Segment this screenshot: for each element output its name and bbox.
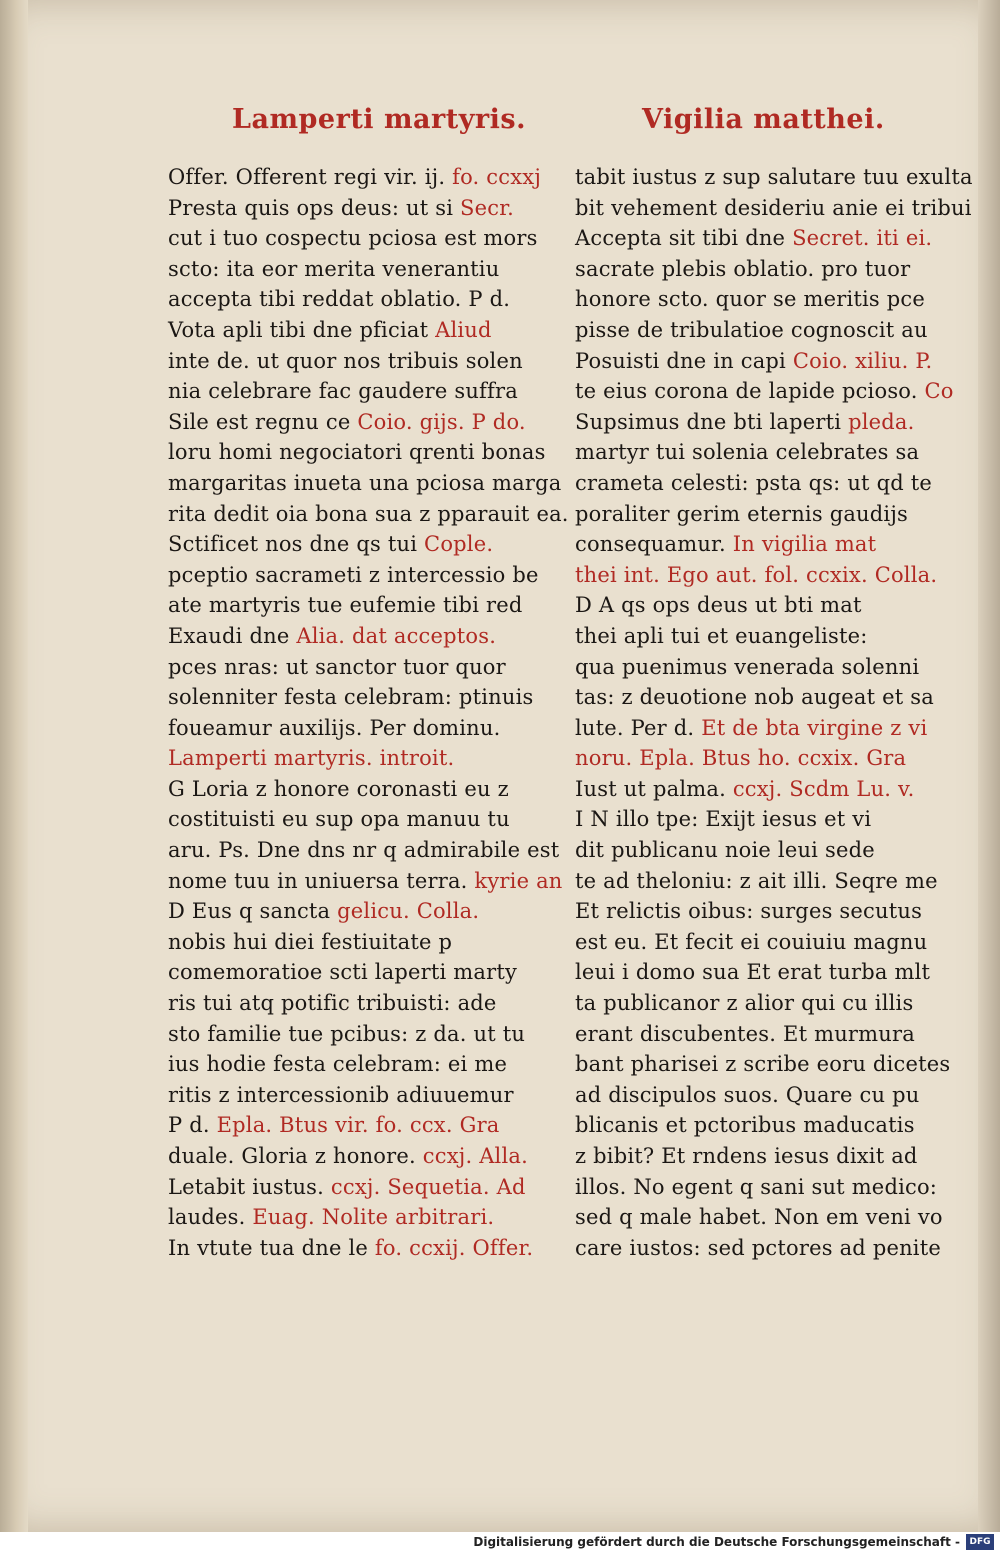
page-left-edge [0,0,28,1532]
black-text: accepta tibi reddat oblatio. P d. [168,287,511,312]
right-column-line [575,957,957,988]
black-text: Exaudi dne [168,623,297,648]
black-text: Offer. Offerent regi vir. ij. [168,165,453,189]
black-text: ris tui atq potific tribuisti: ade [168,991,497,1016]
black-text: martyr tui solenia celebrates sa [575,440,920,465]
rubric-text: fo. ccxij. Offer. [374,1235,534,1260]
running-head-right: Vigilia matthei. [642,104,885,135]
left-column-line [168,957,550,988]
black-text: Sile est regnu ce [168,409,358,434]
left-column-line [168,376,550,407]
black-text: consequamur. [575,532,733,557]
rubric-text: Alia. dat acceptos. [296,623,497,648]
black-text: ius hodie festa celebram: ei me [168,1052,508,1077]
rubric-text: Coio. gijs. P do. [357,409,526,434]
left-column-line [168,927,550,958]
right-column-line [575,315,957,346]
black-text: erant discubentes. Et murmura [575,1021,915,1046]
right-column-line [575,468,957,499]
black-text: loru homi negociatori qrenti bonas [168,440,546,465]
black-text: care iustos: sed pctores ad penite [575,1235,941,1260]
black-text: z bibit? Et rndens iesus dixit ad [575,1144,918,1168]
black-text: foueamur auxilijs. Per dominu. [168,715,501,740]
black-text: sacrate plebis oblatio. pro tuor [575,256,911,281]
right-column-line [575,560,957,591]
black-text: aru. Ps. Dne dns nr q admirabile est [168,838,560,863]
right-column-line [575,988,957,1019]
left-column-line [168,1110,550,1141]
rubric-text: Co [924,379,954,404]
left-column-line [168,1141,550,1172]
right-column-line [575,804,957,835]
right-column-line [575,346,957,377]
black-text: nobis hui diei festiuitate p [168,929,453,954]
rubric-text: fo. ccxxj [452,165,542,189]
rubric-text: Coio. xiliu. P. [792,348,933,373]
black-text: P d. [168,1113,217,1138]
black-text: illos. No egent q sani sut medico: [575,1174,938,1199]
black-text: thei apli tui et euangeliste: [575,623,868,648]
black-text: nome tuu in uniuersa terra. [168,868,475,893]
right-column-line [575,376,957,407]
black-text: ta publicanor z alior qui cu illis [575,991,914,1016]
rubric-text: Lamperti martyris. introit. [168,746,455,771]
page-right-edge [978,0,1000,1532]
right-column-line [575,1019,957,1050]
black-text: tabit iustus z sup salutare tuu exulta [575,165,973,189]
dfg-logo: DFG [966,1534,994,1550]
left-column-line [168,988,550,1019]
black-text: te ad theloniu: z ait illi. Seqre me [575,868,938,893]
black-text: D Eus q sancta [168,899,338,924]
black-text: cut i tuo cospectu pciosa est mors [168,226,538,251]
right-column-line [575,499,957,530]
right-text-column [575,162,973,1263]
right-column-line [575,866,957,897]
right-column-line [575,590,957,621]
rubric-text: kyrie an [474,868,563,893]
black-text: G Loria z honore coronasti eu z [168,776,509,801]
left-column-line [168,835,560,866]
right-column-line [575,1141,957,1172]
black-text: scto: ita eor merita venerantiu [168,256,500,281]
black-text: Accepta sit tibi dne [575,226,793,251]
black-text: pceptio sacrameti z intercessio be [168,562,539,587]
rubric-text: Euag. Nolite arbitrari. [252,1205,495,1230]
black-text: inte de. ut quor nos tribuis solen [168,348,523,373]
left-column-line [168,652,550,683]
right-column-line [575,407,957,438]
black-text: Letabit iustus. [168,1174,331,1199]
black-text: Presta quis ops deus: ut si [168,195,461,220]
black-text: poraliter gerim eternis gaudijs [575,501,909,526]
right-column-line [575,1202,957,1233]
black-text: crameta celesti: psta qs: ut qd te [575,470,933,495]
left-column-line [168,1080,550,1111]
black-text: nia celebrare fac gaudere suffra [168,379,518,404]
rubric-text: Aliud [435,317,492,342]
rubric-text: Cople. [424,532,494,557]
left-column-line [168,162,550,193]
right-column-line [575,1172,957,1203]
left-column-line [168,896,550,927]
right-column-line [575,1233,957,1264]
right-column-line [575,1110,957,1141]
left-column-line [168,223,550,254]
right-column-line [575,896,957,927]
left-column-line [168,1019,550,1050]
rubric-text: ccxj. Alla. [422,1144,528,1168]
left-column-line [168,315,550,346]
black-text: bant pharisei z scribe eoru dicetes [575,1052,951,1077]
left-column-line [168,1233,550,1264]
left-text-column [168,162,569,1263]
right-column-line [575,774,957,805]
black-text: dit publicanu noie leui sede [575,838,875,863]
right-column-line [575,682,957,713]
right-column-line [575,162,973,193]
rubric-text: Secret. iti ei. [792,226,933,251]
black-text: I N illo tpe: Exijt iesus et vi [575,807,872,832]
black-text: Iust ut palma. [575,776,733,801]
left-column-line [168,1049,550,1080]
rubric-text: noru. Epla. Btus ho. ccxix. Gra [575,746,907,771]
rubric-text: Secr. [460,195,514,220]
black-text: qua puenimus venerada solenni [575,654,920,679]
left-column-line [168,590,550,621]
right-column-line [575,254,957,285]
black-text: ad discipulos suos. Quare cu pu [575,1082,920,1107]
black-text: Supsimus dne bti laperti [575,409,849,434]
left-column-line [168,1202,550,1233]
right-column-line [575,223,957,254]
black-text: bit vehement desideriu anie ei tribui [575,195,972,220]
black-text: Vota apli tibi dne pficiat [168,317,436,342]
left-column-line [168,468,562,499]
running-head-left: Lamperti martyris. [232,104,526,135]
black-text: costituisti eu sup opa manuu tu [168,807,510,832]
black-text: lute. Per d. [575,715,702,740]
black-text: D A qs ops deus ut bti mat [575,593,862,618]
left-column-line [168,346,550,377]
black-text: Posuisti dne in capi [575,348,793,373]
black-text: ate martyris tue eufemie tibi red [168,593,523,618]
left-column-line [168,743,550,774]
black-text: margaritas inueta una pciosa marga [168,470,562,495]
right-column-line [575,437,957,468]
left-column-line [168,621,550,652]
left-column-line [168,866,563,897]
rubric-text: In vigilia mat [732,532,877,557]
black-text: ritis z intercessionib adiuuemur [168,1082,514,1107]
rubric-text: Epla. Btus vir. fo. ccx. Gra [216,1113,500,1138]
rubric-text: pleda. [848,409,915,434]
black-text: Et relictis oibus: surges secutus [575,899,923,924]
black-text: pisse de tribulatioe cognoscit au [575,317,928,342]
right-column-line [575,621,957,652]
right-column-line [575,652,957,683]
left-column-line [168,407,550,438]
black-text: est eu. Et fecit ei couiuiu magnu [575,929,928,954]
rubric-text: gelicu. Colla. [337,899,480,924]
left-column-line [168,499,569,530]
left-column-line [168,560,550,591]
right-column-line [575,743,957,774]
left-column-line [168,254,550,285]
right-column-line [575,713,957,744]
right-column-line [575,835,957,866]
digitization-footer [0,1532,1000,1554]
left-column-line [168,713,550,744]
black-text: solenniter festa celebram: ptinuis [168,685,534,710]
black-text: tas: z deuotione nob augeat et sa [575,685,934,710]
left-column-line [168,1172,550,1203]
black-text: blicanis et pctoribus maducatis [575,1113,915,1138]
black-text: comemoratioe scti laperti marty [168,960,518,985]
right-column-line [575,1080,957,1111]
left-column-line [168,529,550,560]
left-column-line [168,804,550,835]
black-text: In vtute tua dne le [168,1235,375,1260]
left-column-line [168,193,550,224]
black-text: Sctificet nos dne qs tui [168,532,425,557]
black-text: te eius corona de lapide pcioso. [575,379,925,404]
left-column-line [168,284,550,315]
black-text: laudes. [168,1205,253,1230]
rubric-text: ccxj. Scdm Lu. v. [732,776,915,801]
black-text: honore scto. quor se meritis pce [575,287,926,312]
footer-credit: Digitalisierung gefördert durch die Deutsche Forschungsgemeinschaft - [473,1535,960,1549]
black-text: leui i domo sua Et erat turba mlt [575,960,931,985]
black-text: rita dedit oia bona sua z pparauit ea. [168,501,569,526]
black-text: pces nras: ut sanctor tuor quor [168,654,506,679]
right-column-line [575,927,957,958]
right-column-line [575,1049,957,1080]
left-column-line [168,774,550,805]
right-column-line [575,193,972,224]
right-column-line [575,529,957,560]
black-text: duale. Gloria z honore. [168,1144,423,1168]
left-column-line [168,437,550,468]
rubric-text: ccxj. Sequetia. Ad [330,1174,526,1199]
left-column-line [168,682,550,713]
right-column-line [575,284,957,315]
black-text: sto familie tue pcibus: z da. ut tu [168,1021,526,1046]
black-text: sed q male habet. Non em veni vo [575,1205,943,1230]
rubric-text: thei int. Ego aut. fol. ccxix. Colla. [575,562,938,587]
rubric-text: Et de bta virgine z vi [701,715,928,740]
